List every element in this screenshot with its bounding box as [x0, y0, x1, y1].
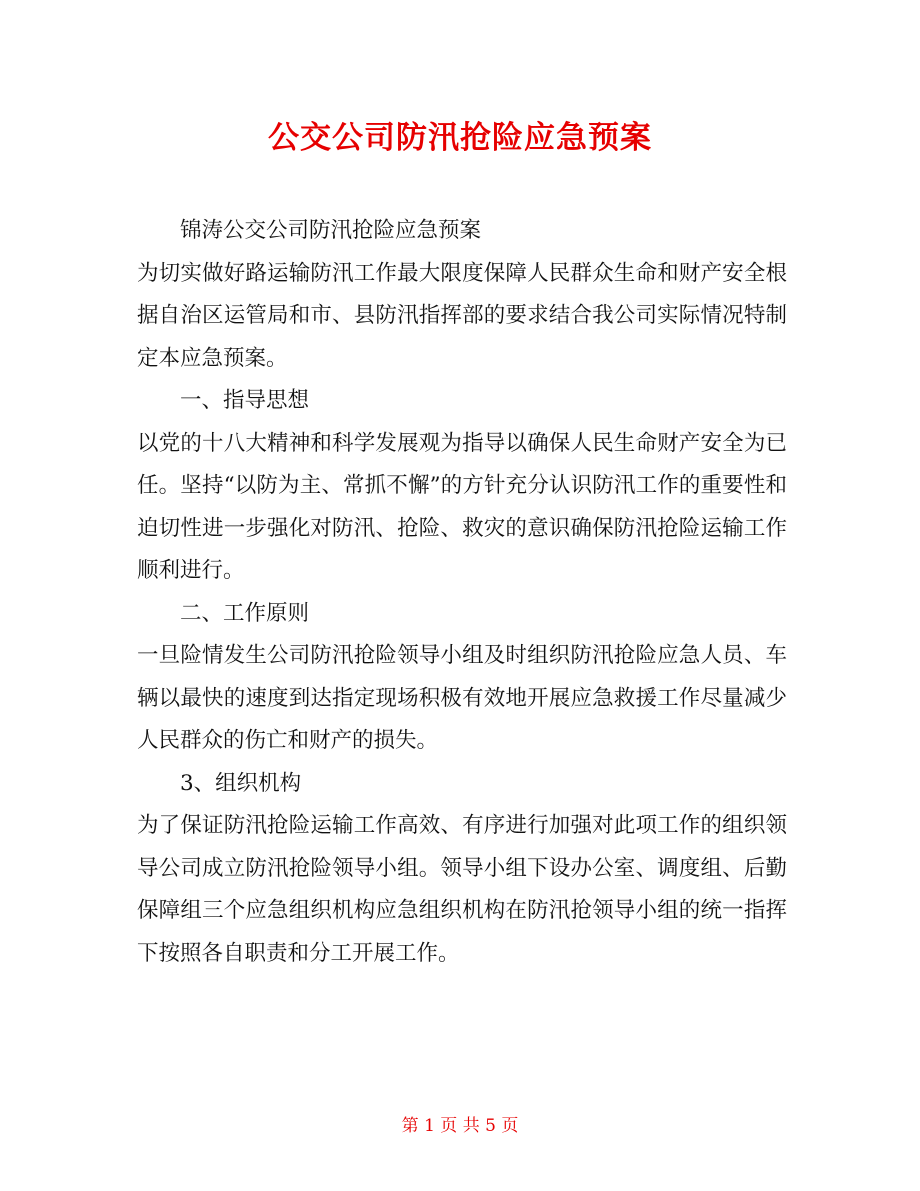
page-footer: [0, 1113, 920, 1139]
page-number-label: 第 1 页 共 5 页: [401, 1116, 519, 1136]
paragraph-guiding-ideology: 以党的十八大精神和科学发展观为指导以确保人民生命财产安全为已任。坚持“以防为主、常抓不懈”的方针充分认识防汛工作的重要性和迫切性进一步强化对防汛、抢险、救灾的意识确保防汛抢险运输工作顺利进行。: [137, 430, 787, 583]
document-title: 公交公司防汛抢险应急预案: [268, 120, 652, 156]
paragraph-organization: 为了保证防汛抢险运输工作高效、有序进行加强对此项工作的组织领导公司成立防汛抢险领导小组。领导小组下设办公室、调度组、后勤保障组三个应急组织机构应急组织机构在防汛抢领导小组的统一指挥下按照各自职责和分工开展工作。: [137, 813, 787, 966]
section-heading-organization: 3、组织机构: [180, 770, 302, 796]
paragraph-work-principles: 一旦险情发生公司防汛抢险领导小组及时组织防汛抢险应急人员、车辆以最快的速度到达指定现场积极有效地开展应急救援工作尽量减少人民群众的伤亡和财产的损失。: [137, 643, 787, 753]
paragraph-purpose: 为切实做好路运输防汛工作最大限度保障人民群众生命和财产安全根据自治区运管局和市、县防汛指挥部的要求结合我公司实际情况特制定本应急预案。: [137, 260, 787, 371]
section-heading-guiding-ideology: 一、指导思想: [180, 388, 310, 413]
section-heading-work-principles: 二、工作原则: [180, 600, 310, 626]
paragraph-heading-company: 锦涛公交公司防汛抢险应急预案: [180, 218, 482, 243]
document-body: [137, 210, 787, 975]
